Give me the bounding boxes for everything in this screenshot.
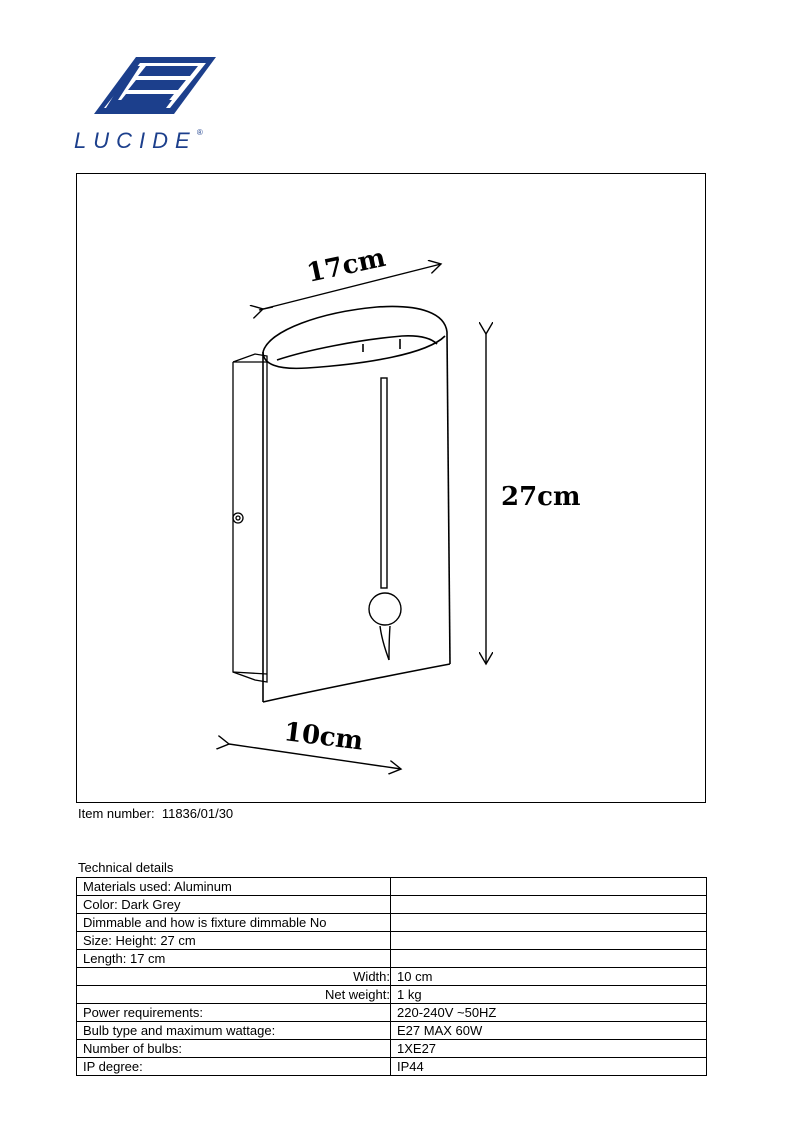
height-label: 27cm <box>501 482 581 512</box>
table-row <box>77 1022 707 1040</box>
table-row <box>77 968 707 986</box>
brand-wordmark <box>74 128 203 154</box>
spec-value: 220-240V ~50HZ <box>391 1004 707 1022</box>
spec-value <box>391 896 707 914</box>
item-number-value: 11836/01/30 <box>161 806 234 821</box>
spec-label: Dimmable and how is fixture dimmable No <box>77 914 391 932</box>
spec-value <box>391 950 707 968</box>
table-row <box>77 950 707 968</box>
spec-value: IP44 <box>391 1058 707 1076</box>
table-row <box>77 1058 707 1076</box>
spec-label: Color: Dark Grey <box>77 896 391 914</box>
table-row <box>77 1040 707 1058</box>
table-row <box>77 914 707 932</box>
spec-label: Size: Height: 27 cm <box>77 932 391 950</box>
technical-details-table <box>76 877 707 1076</box>
spec-value <box>391 914 707 932</box>
spec-value: 1XE27 <box>391 1040 707 1058</box>
spec-label: Materials used: Aluminum <box>77 878 391 896</box>
product-drawing <box>76 173 706 803</box>
back-plate <box>233 354 267 682</box>
registered-mark: ® <box>196 128 203 137</box>
width-label: 10cm <box>282 717 365 757</box>
table-row <box>77 878 707 896</box>
table-row <box>77 932 707 950</box>
spec-label: Number of bulbs: <box>77 1040 391 1058</box>
lamp-shade <box>263 306 450 702</box>
spec-label: Length: 17 cm <box>77 950 391 968</box>
switch-slot <box>369 378 401 660</box>
length-label: 17cm <box>304 242 389 289</box>
spec-label: IP degree: <box>77 1058 391 1076</box>
item-number <box>78 806 233 821</box>
technical-details-title: Technical details <box>78 860 174 875</box>
lamp-diagram <box>77 174 707 804</box>
spec-label: Net weight: <box>77 986 391 1004</box>
spec-value: E27 MAX 60W <box>391 1022 707 1040</box>
spec-value <box>391 878 707 896</box>
brand-name: LUCIDE <box>74 128 197 153</box>
table-row <box>77 896 707 914</box>
spec-label: Width: <box>77 968 391 986</box>
spec-label: Power requirements: <box>77 1004 391 1022</box>
spec-value: 10 cm <box>391 968 707 986</box>
table-row <box>77 986 707 1004</box>
item-number-label: Item number: <box>78 806 155 821</box>
spec-label: Bulb type and maximum wattage: <box>77 1022 391 1040</box>
spec-value: 1 kg <box>391 986 707 1004</box>
table-row <box>77 1004 707 1022</box>
spec-value <box>391 932 707 950</box>
